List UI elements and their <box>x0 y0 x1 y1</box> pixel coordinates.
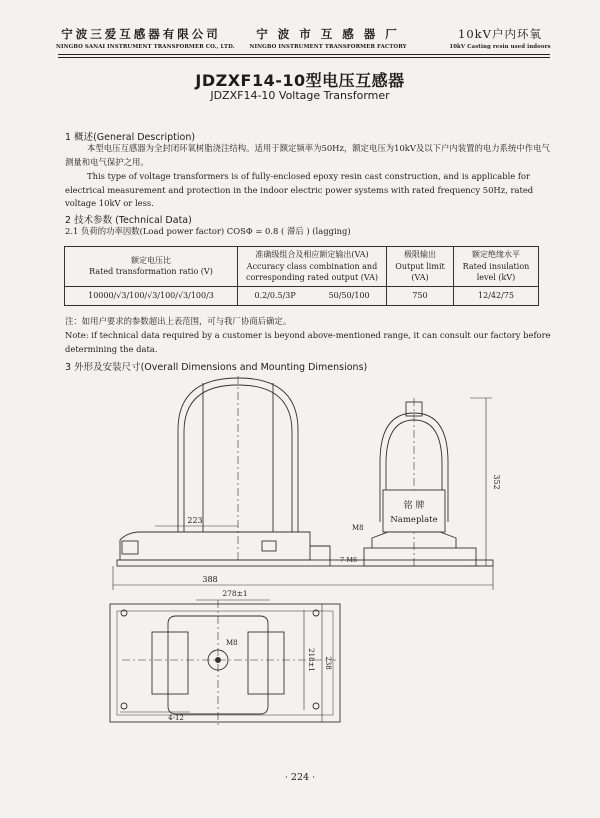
dim-352-label: 352 <box>492 474 501 490</box>
dim-223-label: 223 <box>187 516 203 525</box>
section-1-heading: 1 概述(General Description) <box>65 132 196 143</box>
nameplate-label-en: Nameplate <box>390 515 438 525</box>
cell-insulation: 12/42/75 <box>454 286 539 305</box>
company-name-en: NINGBO SANAI INSTRUMENT TRANSFORMER CO., LTD. <box>56 44 235 50</box>
section-1-text-cn: 本型电压互感器为全封闭环氧树脂浇注结构。适用于额定频率为50Hz，额定电压为10kV及以下户内装置的电力系统中作电气测量和电气保护之用。 <box>65 143 550 167</box>
cell-ratio: 10000/√3/100/√3/100/√3/100/3 <box>65 286 238 305</box>
front-view <box>113 376 493 590</box>
section-2-heading: 2 技术参数 (Technical Data) <box>65 215 192 226</box>
header-cell: 额定绝缘水平 Rated insulation level (kV) <box>454 247 539 287</box>
m6-label: 7-M6 <box>340 556 358 564</box>
header-cell: 额定电压比 Rated transformation ratio (V) <box>65 247 238 287</box>
section-1-text-en: This type of voltage transformers is of fully-enclosed epoxy resin cast construction, and is applicable for electrical measurement and protection in the indoor electric power systems with rated frequency 50Hz, rated voltage 10kV or less. <box>65 171 534 209</box>
side-view <box>364 398 492 568</box>
dim-388-label: 388 <box>202 575 218 584</box>
page-subtitle: JDZXF14-10 Voltage Transformer <box>210 89 390 102</box>
dim-278-label: 278±1 <box>222 589 248 598</box>
dim-238-label: 238 <box>324 656 332 670</box>
plan-view <box>110 600 340 726</box>
header-cell: 极限输出 Output limit (VA) <box>387 247 454 287</box>
section-3-heading: 3 外形及安装尺寸(Overall Dimensions and Mounting Dimensions) <box>65 362 368 373</box>
cell-limit: 750 <box>387 286 454 305</box>
product-category-en: 10kV Casting resin used indoors <box>449 44 551 50</box>
section-2-1-text: 2.1 负荷的功率因数(Load power factor) COSΦ = 0.8 ( 滞后 ) (lagging) <box>65 226 351 236</box>
m8-plan-label: M8 <box>226 639 238 647</box>
dim-218-label: 218±1 <box>307 648 315 672</box>
factory-name-en: NINGBO INSTRUMENT TRANSFORMER FACTORY <box>249 44 407 50</box>
page-title: JDZXF14-10型电压互感器 <box>195 71 405 90</box>
note-cn: 注：如用户要求的参数超出上表范围，可与我厂协商后确定。 <box>65 316 292 326</box>
factory-name-cn: 宁 波 市 互 感 器 厂 <box>256 27 400 41</box>
cell-output: 50/50/100 <box>312 286 386 305</box>
note-en: Note: if technical data required by a customer is beyond above-mentioned range, it can consult our factory before determining the data. <box>65 330 551 354</box>
company-name-cn: 宁波三爱互感器有限公司 <box>61 27 221 41</box>
product-category-cn: 10kV户内环氧 <box>458 27 542 41</box>
dim-4-12-label: 4-12 <box>168 714 184 722</box>
cell-accuracy: 0.2/0.5/3P <box>238 286 313 305</box>
nameplate-label-cn: 铭 牌 <box>403 501 425 511</box>
m8-front-label: M8 <box>352 524 364 532</box>
header-cell: 准确级组合及相应额定输出(VA) Accuracy class combination and corresponding rated output (VA) <box>238 247 387 287</box>
page-number: · 224 · <box>284 772 316 783</box>
